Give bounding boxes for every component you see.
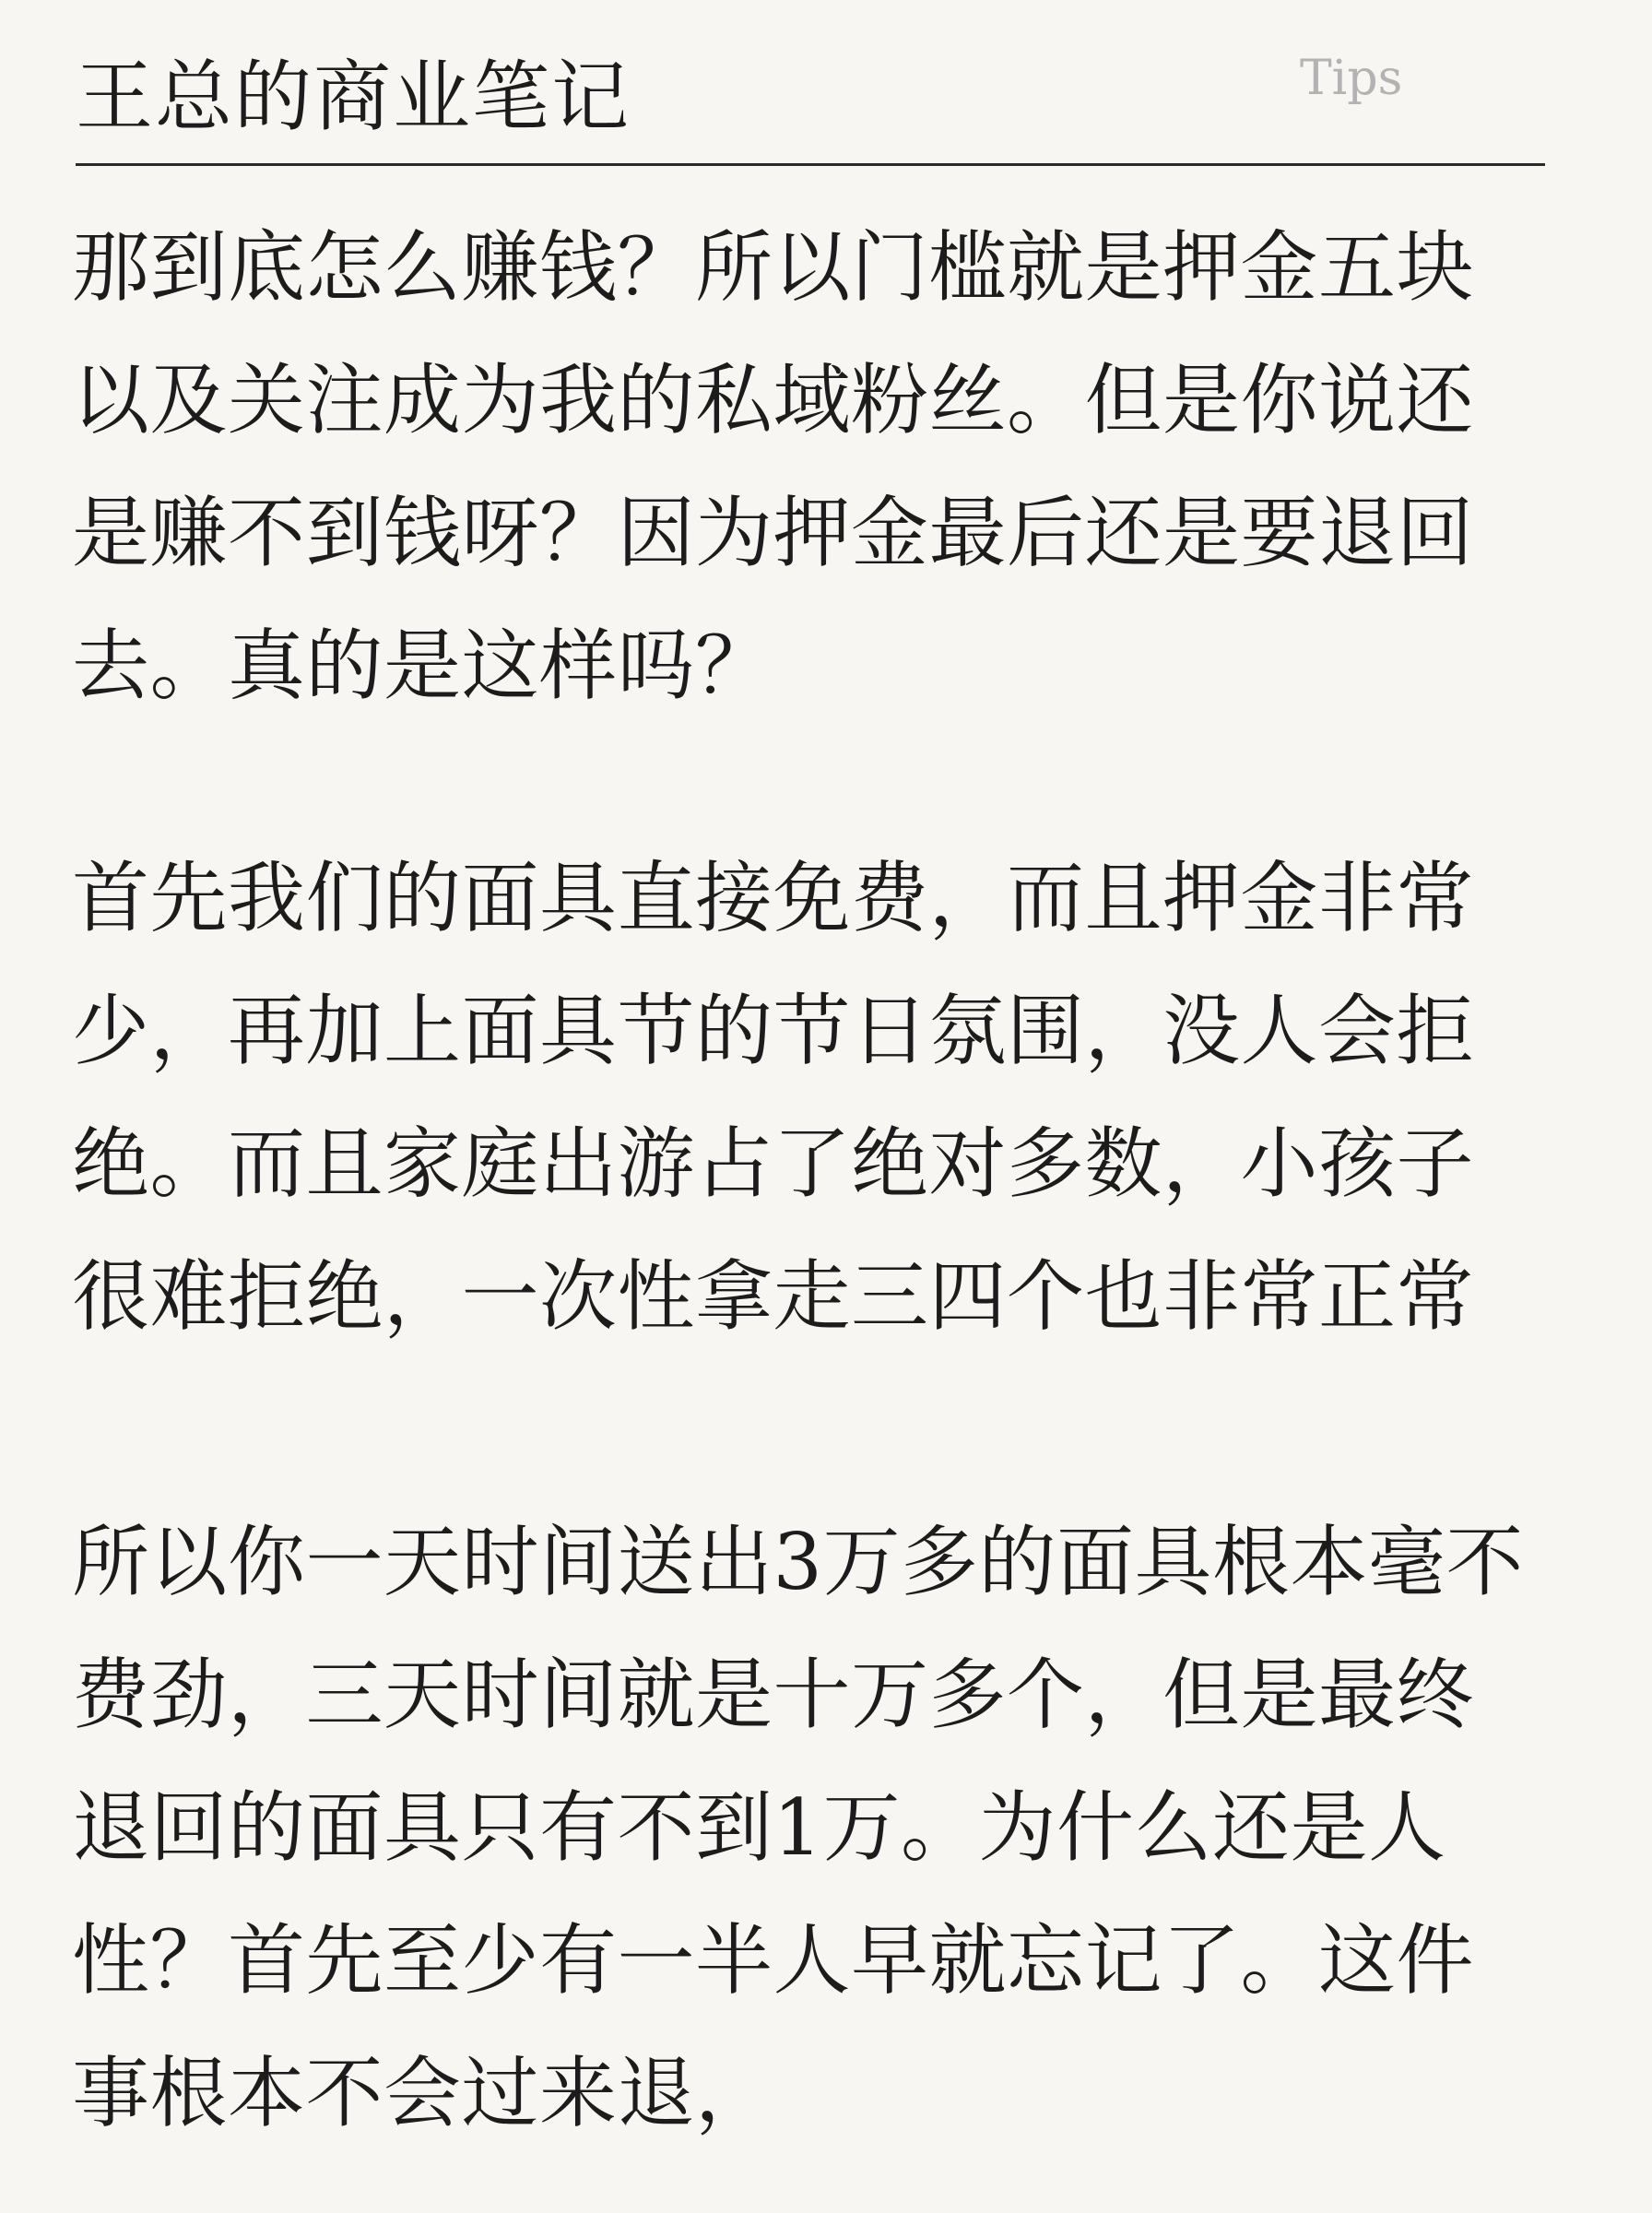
paragraph-line: 是赚不到钱呀？因为押金最后还是要退回 bbox=[72, 488, 1475, 578]
paragraph-line: 首先我们的面具直接免费，而且押金非常 bbox=[72, 853, 1475, 943]
tips-label: Tips bbox=[1300, 51, 1403, 106]
paragraph-line: 去。真的是这样吗？ bbox=[72, 621, 773, 711]
paragraph-line: 很难拒绝，一次性拿走三四个也非常正常 bbox=[72, 1251, 1475, 1342]
header-divider bbox=[76, 163, 1545, 166]
paragraph-line: 以及关注成为我的私域粉丝。但是你说还 bbox=[72, 355, 1475, 445]
paragraph-line: 那到底怎么赚钱？所以门槛就是押金五块 bbox=[72, 222, 1475, 313]
paragraph-line: 绝。而且家庭出游占了绝对多数，小孩子 bbox=[72, 1118, 1475, 1209]
paragraph-line: 退回的面具只有不到1万。为什么还是人 bbox=[72, 1782, 1446, 1873]
paragraph-3 bbox=[72, 1496, 1565, 2160]
paragraph-line: 费劲，三天时间就是十万多个，但是最终 bbox=[72, 1650, 1475, 1740]
page-title: 王总的商业笔记 bbox=[76, 52, 631, 142]
paragraph-1 bbox=[72, 201, 1565, 732]
paragraph-line: 事根本不会过来退， bbox=[72, 2048, 773, 2138]
paragraph-line: 所以你一天时间送出3万多的面具根本毫不 bbox=[72, 1517, 1524, 1607]
paragraph-2 bbox=[72, 832, 1565, 1363]
paragraph-line: 性？首先至少有一半人早就忘记了。这件 bbox=[72, 1915, 1475, 2006]
paragraph-line: 少，再加上面具节的节日氛围，没人会拒 bbox=[72, 986, 1475, 1076]
